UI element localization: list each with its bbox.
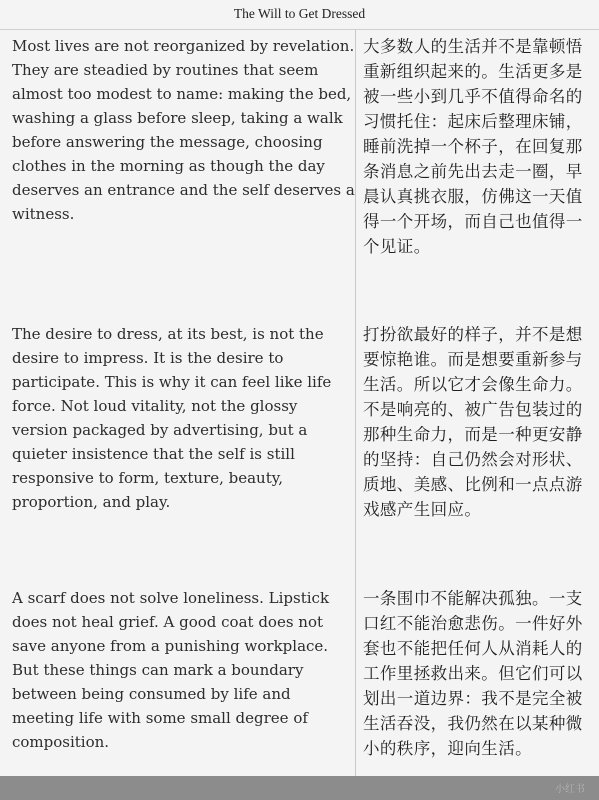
english-text: A scarf does not solve loneliness. Lipstick does not heal grief. A good coat does not save anyone from a punishing workplace. But these things can mark a boundary between being consumed by life and meeting life with some small degree of composition. xyxy=(12,589,330,751)
page-title: The Will to Get Dressed xyxy=(233,6,366,21)
chinese-text: 大多数人的生活并不是靠顿悟重新组织起来的。生活更多是被一些小到几乎不值得命名的习惯托住：起床后整理床铺，睡前洗掉一个杯子，在回复那条消息之前先出去走一圈，早晨认真挑衣服，仿佛这一天值得一个开场，而自己也值得一个见证。 xyxy=(363,37,583,256)
chinese-text: 一条围巾不能解决孤独。一支口红不能治愈悲伤。一件好外套也不能把任何人从消耗人的工作里拯救出来。但它们可以划出一道边界：我不是完全被生活吞没，我仍然在以某种微小的秩序，迎向生活。 xyxy=(363,589,583,758)
chinese-text: 打扮欲最好的样子，并不是想要惊艳谁。而是想要重新参与生活。所以它才会像生命力。不是响亮的、被广告包装过的那种生命力，而是一种更安静的坚持：自己仍然会对形状、质地、美感、比例和一点点游戏感产生回应。 xyxy=(363,325,583,519)
watermark: 小红书 xyxy=(555,784,585,795)
english-text: The desire to dress, at its best, is not the desire to impress. It is the desire to participate. This is why it can feel like life force. Not loud vitality, not the glossy version packaged by advertising, but a quieter insistence that the self is still responsive to form, texture, beauty, proportion, and play. xyxy=(12,325,332,511)
title-divider xyxy=(0,29,599,30)
english-text: Most lives are not reorganized by revelation. They are steadied by routines that seem almost too modest to name: making the bed, washing a glass before sleep, taking a walk before answering the message, choosing clothes in the morning as though the day deserves an entrance and the self deserves a witness. xyxy=(12,37,355,223)
footer-bar xyxy=(0,776,599,800)
column-divider xyxy=(355,30,356,776)
